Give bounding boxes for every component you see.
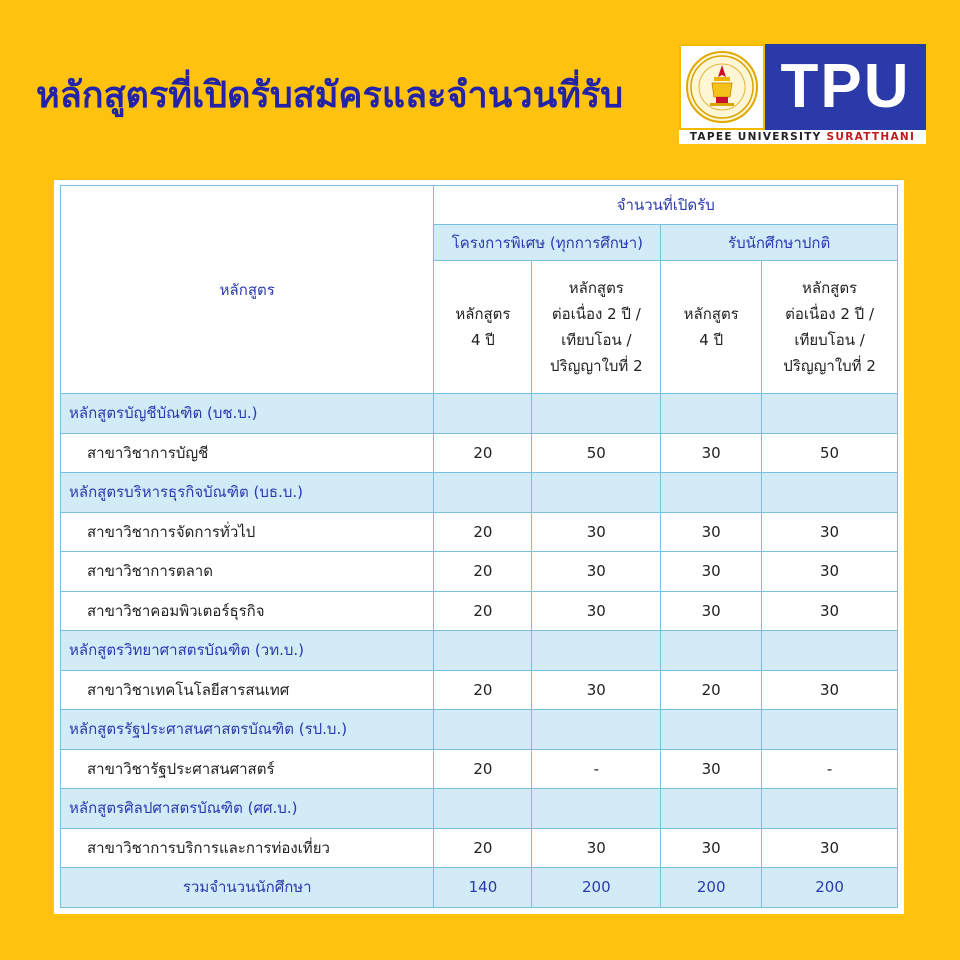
logo-tagline [679,130,926,144]
major-label: สาขาวิชาเทคโนโลยีสารสนเทศ [61,670,434,710]
header-cont-line1: หลักสูตร [568,279,624,297]
header-4yr-line2: 4 ปี [471,331,495,349]
header-cont-line3: เทียบโอน / [794,331,865,349]
group-empty-cell [762,631,898,671]
group-empty-cell [434,710,532,750]
value-regular-4yr: 30 [661,552,762,592]
header-cont-line4: ปริญญาใบที่ 2 [783,357,876,375]
major-row [61,433,898,473]
group-empty-cell [661,789,762,829]
logo-wordmark-box [765,44,926,130]
header-course: หลักสูตร [61,186,434,394]
major-row [61,828,898,868]
header-regular-continuing [762,261,898,394]
total-label: รวมจำนวนนักศึกษา [61,868,434,908]
major-label: สาขาวิชารัฐประศาสนศาสตร์ [61,749,434,789]
header-special-4yr [434,261,532,394]
logo-tagline-city: SURATTHANI [826,131,916,143]
value-regular-4yr: 30 [661,749,762,789]
value-special-4yr: 20 [434,670,532,710]
value-regular-4yr: 30 [661,433,762,473]
header-cont-line3: เทียบโอน / [561,331,632,349]
major-label: สาขาวิชาการตลาด [61,552,434,592]
program-group-label: หลักสูตรวิทยาศาสตรบัณฑิต (วท.บ.) [61,631,434,671]
group-empty-cell [532,789,661,829]
value-regular-continuing: 30 [762,512,898,552]
header-4yr-line2: 4 ปี [699,331,724,349]
program-group-label: หลักสูตรศิลปศาสตรบัณฑิต (ศศ.บ.) [61,789,434,829]
value-regular-continuing: 30 [762,670,898,710]
value-regular-continuing: 30 [762,552,898,592]
group-empty-cell [762,473,898,513]
header-regular-admission: รับนักศึกษาปกติ [661,225,898,261]
total-special-continuing: 200 [532,868,661,908]
major-label: สาขาวิชาการบริการและการท่องเที่ยว [61,828,434,868]
value-regular-4yr: 30 [661,512,762,552]
program-group-row [61,631,898,671]
value-regular-continuing: 30 [762,591,898,631]
major-label: สาขาวิชาการบัญชี [61,433,434,473]
value-special-continuing: 30 [532,552,661,592]
total-regular-4yr: 200 [661,868,762,908]
value-special-continuing: - [532,749,661,789]
value-special-4yr: 20 [434,512,532,552]
value-regular-continuing: 30 [762,828,898,868]
total-special-4yr: 140 [434,868,532,908]
header-cont-line2: ต่อเนื่อง 2 ปี / [551,305,641,323]
program-group-row [61,710,898,750]
page-title: หลักสูตรที่เปิดรับสมัครและจำนวนที่รับ [36,75,624,116]
major-row [61,670,898,710]
major-row [61,512,898,552]
major-label: สาขาวิชาคอมพิวเตอร์ธุรกิจ [61,591,434,631]
group-empty-cell [434,473,532,513]
header-cont-line2: ต่อเนื่อง 2 ปี / [785,305,875,323]
university-logo [679,44,926,144]
major-row [61,591,898,631]
group-empty-cell [532,710,661,750]
value-special-continuing: 30 [532,670,661,710]
value-special-4yr: 20 [434,433,532,473]
group-empty-cell [661,710,762,750]
university-seal-icon [686,51,758,123]
major-label: สาขาวิชาการจัดการทั่วไป [61,512,434,552]
value-special-4yr: 20 [434,552,532,592]
logo-wordmark: TPU [780,52,911,121]
header-special-continuing [532,261,661,394]
program-group-row [61,394,898,434]
group-empty-cell [532,631,661,671]
header-4yr-line1: หลักสูตร [683,305,739,323]
value-special-continuing: 30 [532,828,661,868]
value-special-4yr: 20 [434,591,532,631]
group-empty-cell [532,394,661,434]
value-special-continuing: 30 [532,591,661,631]
value-special-4yr: 20 [434,749,532,789]
group-empty-cell [762,789,898,829]
total-row [61,868,898,908]
header-capacity: จำนวนที่เปิดรับ [434,186,898,225]
program-group-label: หลักสูตรบริหารธุรกิจบัณฑิต (บธ.บ.) [61,473,434,513]
value-regular-4yr: 30 [661,828,762,868]
group-empty-cell [434,789,532,829]
program-group-row [61,789,898,829]
header-special-program: โครงการพิเศษ (ทุกการศึกษา) [434,225,661,261]
header-4yr-line1: หลักสูตร [455,305,511,323]
programs-table-card [54,180,904,914]
total-regular-continuing: 200 [762,868,898,908]
header-regular-4yr [661,261,762,394]
program-group-row [61,473,898,513]
header-cont-line1: หลักสูตร [802,279,858,297]
logo-tagline-university: TAPEE UNIVERSITY [689,131,827,143]
programs-table [60,185,898,908]
group-empty-cell [532,473,661,513]
group-empty-cell [661,473,762,513]
group-empty-cell [762,710,898,750]
group-empty-cell [434,631,532,671]
program-group-label: หลักสูตรบัญชีบัณฑิต (บช.บ.) [61,394,434,434]
header-cont-line4: ปริญญาใบที่ 2 [550,357,643,375]
group-empty-cell [661,631,762,671]
value-special-4yr: 20 [434,828,532,868]
group-empty-cell [762,394,898,434]
value-regular-continuing: - [762,749,898,789]
value-regular-4yr: 30 [661,591,762,631]
header-row-1 [61,186,898,225]
group-empty-cell [434,394,532,434]
group-empty-cell [661,394,762,434]
value-regular-continuing: 50 [762,433,898,473]
major-row [61,749,898,789]
value-special-continuing: 30 [532,512,661,552]
emblem-frame [679,44,765,130]
value-special-continuing: 50 [532,433,661,473]
value-regular-4yr: 20 [661,670,762,710]
major-row [61,552,898,592]
program-group-label: หลักสูตรรัฐประศาสนศาสตรบัณฑิต (รป.บ.) [61,710,434,750]
